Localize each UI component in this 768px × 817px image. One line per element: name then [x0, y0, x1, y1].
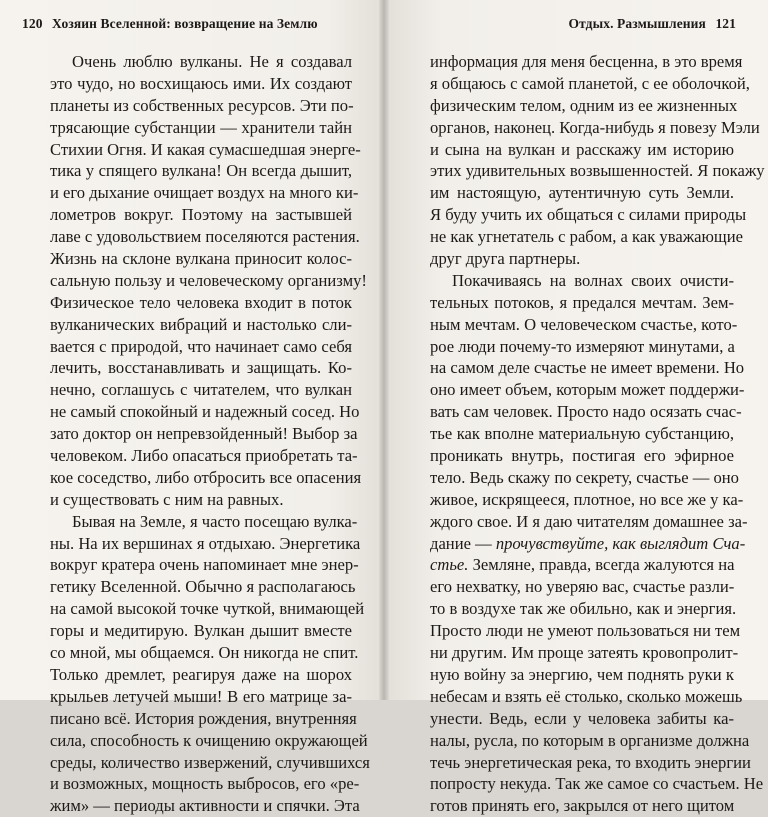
text-line [50, 139, 361, 161]
text-line [50, 533, 361, 555]
text-line [430, 314, 738, 336]
line-text: Жизнь на склоне вулкана приносит колос- [50, 249, 352, 269]
text-line [430, 620, 741, 642]
line-text: вокруг кратера очень напоминает мне энер- [50, 555, 359, 575]
line-text: это чудо, но восхищаюсь ими. Их создают [50, 73, 352, 93]
text-line [50, 576, 356, 598]
line-text: небесам и взять её столько, сколько можешь [430, 686, 743, 706]
right-body-text [430, 51, 765, 817]
line-text: жим» — периоды активности и спячки. Эта [50, 796, 360, 816]
line-text: гетику Вселенной. Обычно я располагаюсь [50, 577, 356, 597]
line-text: ждого свое. И я даю читателям домашнее за- [430, 511, 748, 531]
line-text: человеком. Либо опасаться приобретать та- [50, 446, 358, 466]
text-line [50, 664, 352, 686]
text-line [50, 445, 358, 467]
text-line [430, 292, 734, 314]
line-text: трясающие субстанции — хранители тайн [50, 117, 352, 137]
text-line [430, 73, 750, 95]
line-text: тика у спящего вулкана! Он всегда дышит, [50, 161, 352, 181]
line-text: Бывая на Земле, я часто посещаю вулка- [72, 511, 358, 531]
line-text: тело. Ведь скажу по секрету, счастье — оно [430, 467, 739, 487]
line-text: и существовать с ним на равных. [50, 489, 284, 509]
text-line [50, 182, 359, 204]
right-page-number: 121 [715, 16, 736, 31]
line-text: проникать внутрь, постигая его эфирное [430, 446, 734, 466]
text-line [50, 511, 358, 533]
line-text: нечно, соглашусь с читателем, что вулкан [50, 380, 352, 400]
line-text: Просто люди не умеют пользоваться ни тем [430, 621, 741, 641]
text-line [50, 292, 352, 314]
text-line [430, 401, 742, 423]
line-text: ную войну за энергию, чем поднять руки к [430, 664, 734, 684]
text-line [50, 226, 360, 248]
left-body-text [50, 51, 370, 817]
text-line [430, 576, 734, 598]
line-text: кое соседство, либо отбросить все опасения [50, 467, 362, 487]
line-text: друг друга партнеры. [430, 249, 581, 269]
text-line [50, 708, 357, 730]
line-text: органов, наконец. Когда-нибудь я повезу Мэли [430, 117, 760, 137]
text-line [430, 117, 760, 139]
line-text: дание — [430, 533, 496, 553]
text-line [50, 467, 362, 489]
text-line [50, 642, 359, 664]
text-line [430, 752, 751, 774]
line-text: рое люди почему-то измеряют минутами, а [430, 336, 735, 356]
line-text: крыльев летучей мыши! В его матрице за- [50, 686, 352, 706]
text-line [50, 620, 352, 642]
text-line [430, 204, 747, 226]
text-line [430, 182, 734, 204]
line-text: планеты из собственных ресурсов. Эти по- [50, 95, 354, 115]
text-line [50, 489, 352, 511]
text-line [430, 598, 737, 620]
line-text: его нехватку, но уверяю вас, счастье разли- [430, 577, 735, 597]
line-text: им настоящую, аутентичную суть Земли. [430, 183, 734, 203]
line-emphasis: прочувствуйте, как выглядит Сча- [495, 533, 746, 553]
line-text: на самой высокой точке чуткой, внимающей [50, 599, 365, 619]
line-text: тельных потоков, я предался мечтам. Зем- [430, 292, 734, 312]
line-text: Покачиваясь на волнах своих очисти- [452, 270, 734, 290]
line-text: вается с природой, что начинает само себя [50, 336, 352, 356]
line-text: среды, количество извержений, случившихся [50, 752, 370, 772]
left-page-number: 120 [22, 16, 43, 31]
line-text: лометров вокруг. Поэтому на застывшей [50, 205, 352, 225]
line-text: информация для меня бесценна, в это время [430, 52, 743, 71]
line-text: со мной, мы общаемся. Он никогда не спит. [50, 643, 359, 663]
text-line [50, 117, 352, 139]
book-gutter [379, 0, 389, 700]
right-running-header [402, 16, 742, 32]
text-line [50, 160, 352, 182]
text-line [50, 401, 360, 423]
line-text: ным мечтам. О человеческом счастье, кото- [430, 314, 738, 334]
line-text: Только дремлет, реагируя даже на шорох [50, 664, 352, 684]
line-text: и сына на вулкан и расскажу им историю [430, 139, 734, 159]
line-text: живое, искрящееся, плотное, но все же у ка- [430, 489, 744, 509]
line-text: Очень люблю вулканы. Не я создавал [72, 52, 352, 71]
text-line [430, 226, 743, 248]
line-text: ны. На их вершинах я отдыхаю. Энергетика [50, 533, 361, 553]
line-text: и возможных, мощность выбросов, его «ре- [50, 774, 360, 794]
left-page [0, 0, 384, 816]
line-text: тье как вполне материальную субстанцию, [430, 424, 734, 444]
line-text: то в воздухе так же обильно, как и энергия. [430, 599, 737, 619]
text-line [430, 664, 734, 686]
text-line [430, 336, 734, 358]
line-text: ни другим. Им проще затеять кровопролит- [430, 643, 739, 663]
line-text: не как угнетатель с рабом, а как уважающие [430, 227, 743, 247]
left-running-header [16, 16, 366, 32]
line-text: вулканических вибраций и настолько сли- [50, 314, 352, 334]
text-line [430, 708, 734, 730]
line-text: сальную пользу и человеческому организму! [50, 270, 367, 290]
text-line [50, 314, 352, 336]
text-line [430, 51, 743, 73]
line-text: физическим телом, одним из ее жизненных [430, 95, 738, 115]
text-line [430, 423, 734, 445]
text-line [430, 642, 739, 664]
text-line [50, 73, 352, 95]
line-text: Физическое тело человека входит в поток [50, 292, 352, 312]
line-text: готов принять его, закрылся от него щитом [430, 796, 735, 816]
line-text: не самый спокойный и надежный сосед. Но [50, 402, 360, 422]
left-running-title: Хозяин Вселенной: возвращение на Землю [52, 16, 318, 31]
text-line [50, 204, 352, 226]
text-line [50, 686, 352, 708]
line-text: унести. Ведь, если у человека забиты ка- [430, 708, 734, 728]
line-text: этих удивительных возвышенностей. Я покажу [430, 161, 765, 181]
line-text: лаве с удовольствием поселяются растения. [50, 227, 360, 247]
text-line [430, 730, 750, 752]
line-text: течь энергетическая река, то входить энергии [430, 752, 751, 772]
text-line [50, 795, 360, 817]
line-text: оно имеет объем, которым может поддержи- [430, 380, 745, 400]
line-text: и его дыхание очищает воздух на много ки- [50, 183, 359, 203]
text-line [430, 533, 746, 555]
text-line [430, 511, 748, 533]
text-line [50, 423, 358, 445]
text-line [430, 554, 734, 576]
text-line [50, 752, 370, 774]
text-line [430, 773, 764, 795]
text-line [430, 686, 743, 708]
right-running-title: Отдых. Размышления [568, 16, 706, 31]
text-line [430, 467, 739, 489]
text-line [50, 379, 352, 401]
line-text: я общаюсь с самой планетой, с ее оболочкой, [430, 73, 750, 93]
line-text: горы и медитирую. Вулкан дышит вместе [50, 621, 352, 641]
line-text: лечить, восстанавливать и защищать. Ко- [50, 358, 352, 378]
text-line [430, 445, 734, 467]
text-line [50, 248, 352, 270]
text-line [430, 95, 738, 117]
text-line [430, 379, 745, 401]
line-text: Земляне, правда, всегда жалуются на [468, 555, 735, 575]
text-line [50, 95, 352, 117]
text-line [50, 730, 368, 752]
text-line [430, 160, 765, 182]
line-text: сила, способность к очищению окружающей [50, 730, 368, 750]
line-text: зато доктор он непревзойденный! Выбор за [50, 424, 358, 444]
line-text: вать сам человек. Просто надо осязать счас- [430, 402, 742, 422]
text-line [50, 773, 360, 795]
line-text: попросту некуда. Так же самое со счастьем. Не [430, 774, 764, 794]
text-line [50, 598, 365, 620]
text-line [50, 270, 367, 292]
text-line [50, 554, 359, 576]
line-text: писано всё. История рождения, внутренняя [50, 708, 357, 728]
line-text: Стихии Огня. И какая сумасшедшая энерге- [50, 139, 361, 159]
text-line [50, 51, 352, 73]
line-text: Я буду учить их общаться с силами природы [430, 205, 747, 225]
text-line [430, 270, 734, 292]
line-emphasis: стье. [430, 555, 469, 575]
text-line [430, 357, 745, 379]
text-line [430, 489, 744, 511]
line-text: на самом деле счастье не имеет времени. Но [430, 358, 745, 378]
text-line [50, 357, 352, 379]
text-line [50, 336, 352, 358]
text-line [430, 139, 734, 161]
text-line [430, 248, 734, 270]
line-text: налы, русла, по которым в организме должна [430, 730, 750, 750]
right-page [384, 0, 768, 816]
text-line [430, 795, 734, 817]
